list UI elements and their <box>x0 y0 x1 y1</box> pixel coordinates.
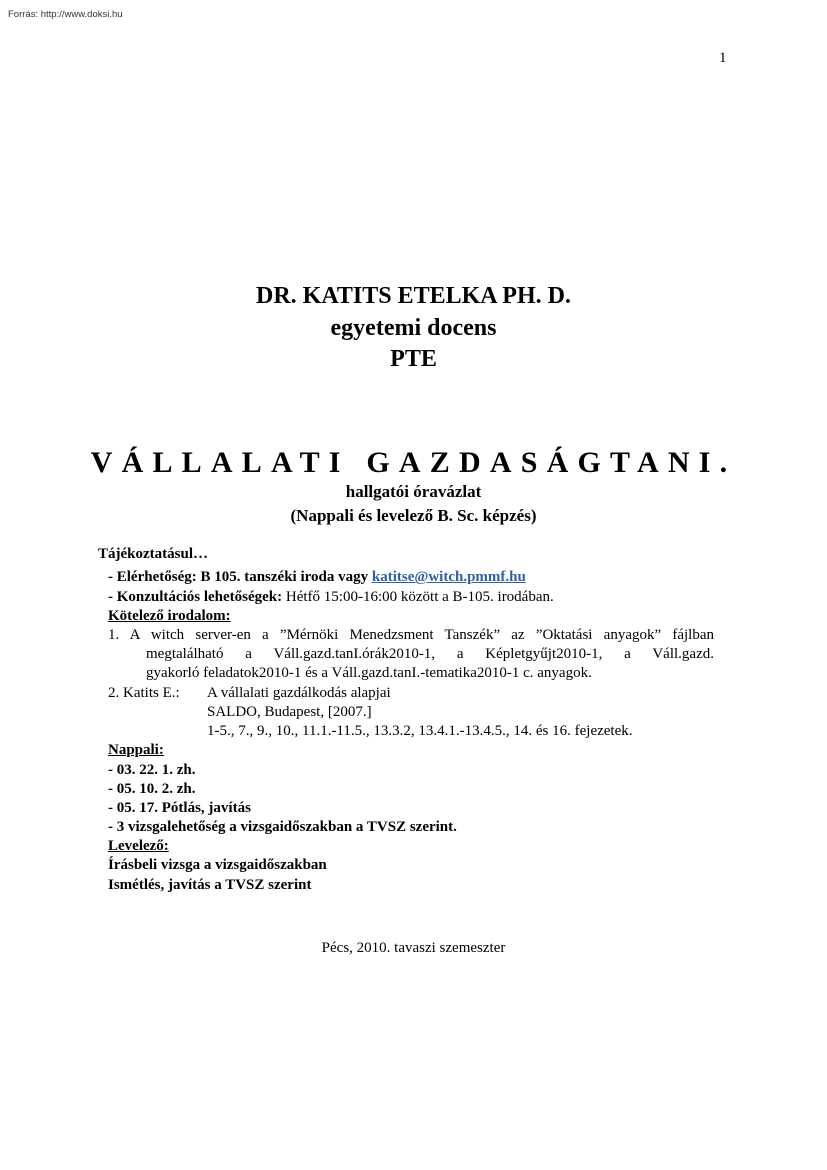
literature-heading: Kötelező irodalom: <box>108 608 231 624</box>
author-role: egyetemi docens <box>330 315 497 341</box>
document-subtitle-program: (Nappali és levelező B. Sc. képzés) <box>290 506 537 525</box>
nappali-item: - 03. 22. 1. zh. <box>108 762 196 778</box>
footer-place-date: Pécs, 2010. tavaszi szemeszter <box>321 940 506 956</box>
document-title: VÁLLALATI GAZDASÁGTANI. <box>90 446 737 479</box>
nappali-heading: Nappali: <box>108 742 164 758</box>
page-number: 1 <box>719 50 727 66</box>
literature-item2-line3: 1-5., 7., 9., 10., 11.1.-11.5., 13.3.2, 13.4.1.-13.4.5., 14. és 16. fejezetek. <box>207 723 633 739</box>
levelezo-item: Írásbeli vizsga a vizsgaidőszakban <box>108 857 327 873</box>
contact-label: - Elérhetőség: B 105. tanszéki iroda vagy <box>108 569 372 585</box>
levelezo-item: Ismétlés, javítás a TVSZ szerint <box>108 877 312 893</box>
author-name: DR. KATITS ETELKA PH. D. <box>256 283 571 309</box>
nappali-item: - 05. 17. Pótlás, javítás <box>108 800 251 816</box>
document-subtitle: hallgatói óravázlat <box>345 482 482 501</box>
literature-item2-label: 2. Katits E.: <box>108 685 180 701</box>
literature-item1-line3: gyakorló feladatok2010-1 és a Váll.gazd.tanI.-tematika2010-1 c. anyagok. <box>146 665 592 681</box>
nappali-item: - 3 vizsgalehetőség a vizsgaidőszakban a TVSZ szerint. <box>108 819 457 835</box>
levelezo-heading: Levelező: <box>108 838 169 854</box>
literature-item2-line1: A vállalati gazdálkodás alapjai <box>207 685 391 701</box>
nappali-item: - 05. 10. 2. zh. <box>108 781 196 797</box>
contact-email-link[interactable]: katitse@witch.pmmf.hu <box>371 569 526 585</box>
literature-item1-line2: megtalálható a Váll.gazd.tanI.órák2010-1, a Képletgyűjt2010-1, a Váll.gazd. <box>146 646 714 662</box>
literature-item2-line2: SALDO, Budapest, [2007.] <box>207 704 372 720</box>
institution: PTE <box>390 346 437 372</box>
consult-line <box>108 589 554 606</box>
literature-item1-line1: 1. A witch server-en a ”Mérnöki Menedzsment Tanszék” az ”Oktatási anyagok” fájlban <box>108 627 714 643</box>
source-label: Forrás: http://www.doksi.hu <box>8 9 123 20</box>
consult-text: Hétfő 15:00-16:00 között a B-105. irodában. <box>282 589 554 605</box>
info-heading: Tájékoztatásul… <box>98 546 208 562</box>
consult-label: - Konzultációs lehetőségek: <box>108 589 283 605</box>
contact-line <box>108 569 526 586</box>
